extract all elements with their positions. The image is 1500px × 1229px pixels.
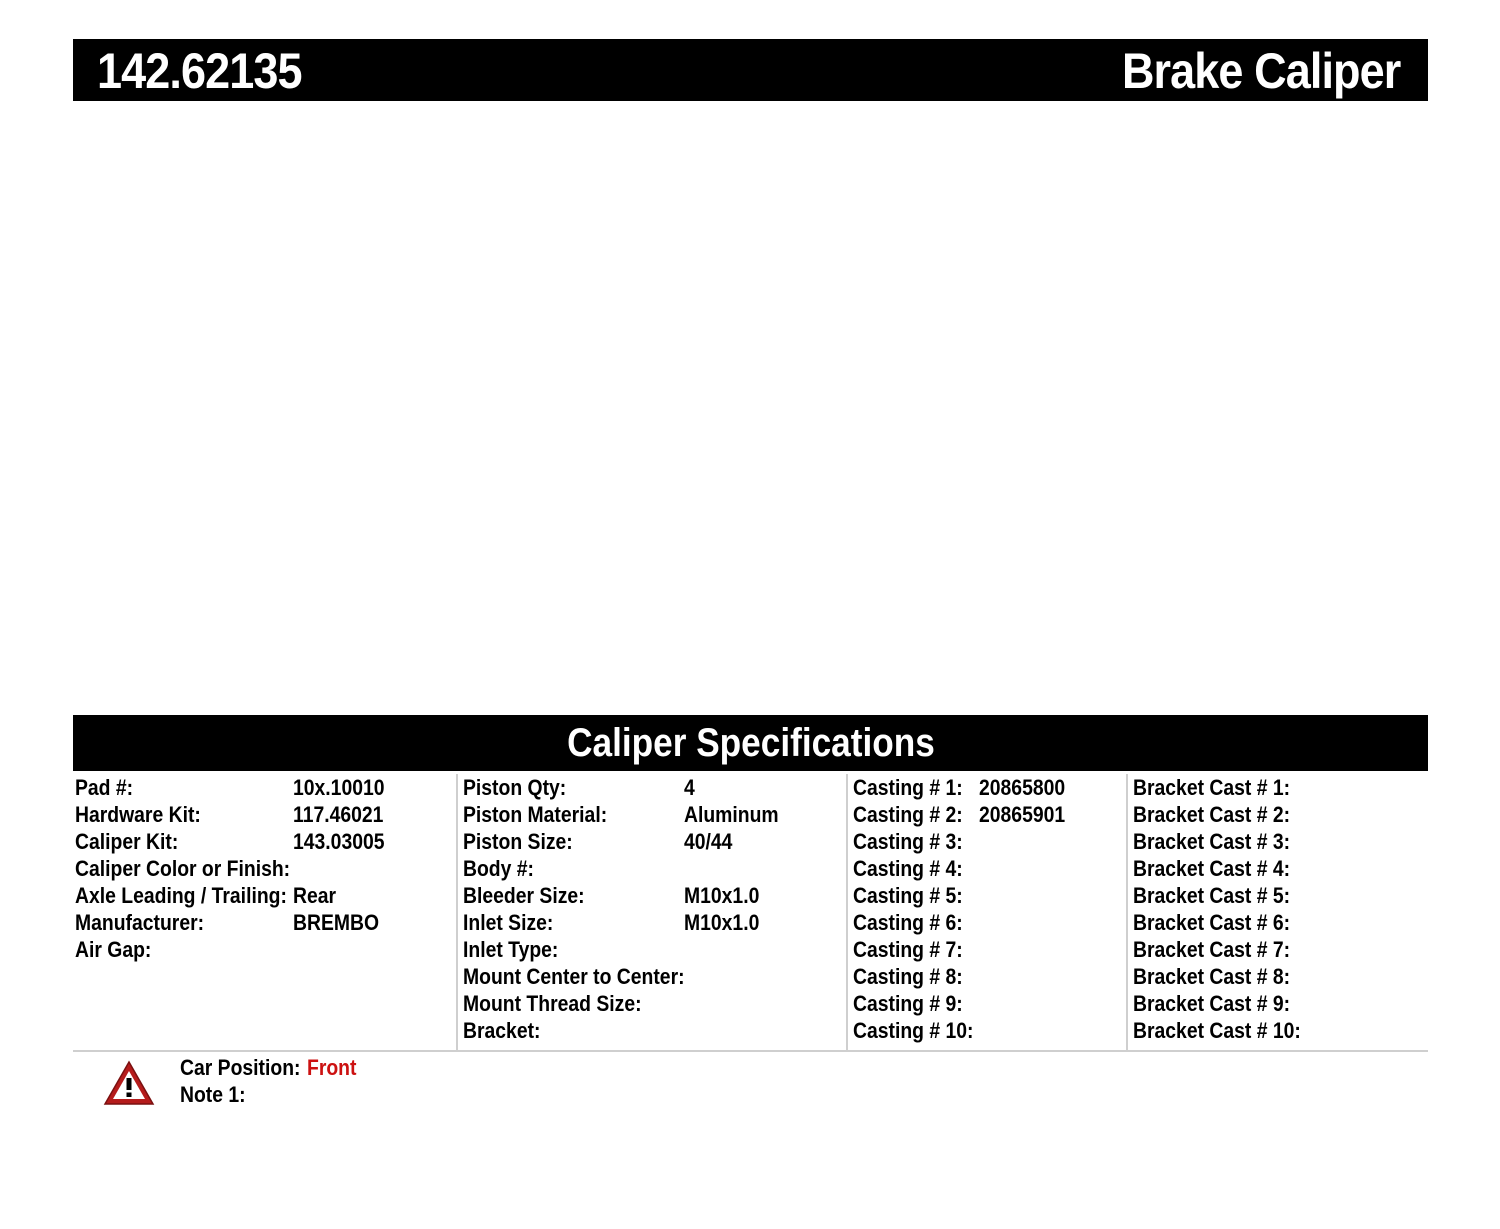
notes-section bbox=[73, 1052, 1428, 1122]
spec-label: Piston Material: bbox=[463, 802, 608, 827]
spec-label: Bracket Cast # 1: bbox=[1133, 775, 1291, 800]
part-number: 142.62135 bbox=[97, 43, 302, 99]
spec-value: M10x1.0 bbox=[684, 883, 760, 908]
spec-label: Hardware Kit: bbox=[75, 802, 201, 827]
spec-label: Bracket Cast # 3: bbox=[1133, 829, 1291, 854]
spec-label: Inlet Size: bbox=[463, 910, 554, 935]
note-1-label: Note 1: bbox=[180, 1082, 246, 1107]
spec-value: 10x.10010 bbox=[293, 775, 385, 800]
spec-label: Casting # 9: bbox=[853, 991, 963, 1016]
spec-column-piston bbox=[456, 774, 846, 1050]
spec-label: Mount Thread Size: bbox=[463, 991, 642, 1016]
spec-label: Mount Center to Center: bbox=[463, 964, 685, 989]
spec-label: Casting # 6: bbox=[853, 910, 963, 935]
specifications-header bbox=[73, 715, 1428, 771]
spec-label: Casting # 3: bbox=[853, 829, 963, 854]
spec-label: Axle Leading / Trailing: bbox=[75, 883, 287, 908]
spec-label: Casting # 8: bbox=[853, 964, 963, 989]
spec-label: Bracket Cast # 9: bbox=[1133, 991, 1291, 1016]
car-position-label: Car Position: bbox=[180, 1055, 301, 1080]
spec-label: Piston Size: bbox=[463, 829, 573, 854]
car-position-value: Front bbox=[307, 1055, 357, 1080]
spec-value: M10x1.0 bbox=[684, 910, 760, 935]
specifications-title: Caliper Specifications bbox=[566, 721, 935, 765]
spec-column-casting bbox=[846, 774, 1126, 1050]
spec-value: 20865901 bbox=[979, 802, 1066, 827]
spec-value: 20865800 bbox=[979, 775, 1066, 800]
spec-label: Manufacturer: bbox=[75, 910, 205, 935]
spec-label: Bracket Cast # 5: bbox=[1133, 883, 1291, 908]
spec-label: Caliper Color or Finish: bbox=[75, 856, 291, 881]
spec-label: Caliper Kit: bbox=[75, 829, 179, 854]
spec-value: Rear bbox=[293, 883, 337, 908]
spec-label: Body #: bbox=[463, 856, 535, 881]
title-bar bbox=[73, 39, 1428, 101]
spec-label: Casting # 2: bbox=[853, 802, 963, 827]
spec-label: Bracket Cast # 4: bbox=[1133, 856, 1291, 881]
spec-label: Bracket Cast # 6: bbox=[1133, 910, 1291, 935]
spec-column-general bbox=[73, 774, 456, 1050]
spec-label: Bracket Cast # 2: bbox=[1133, 802, 1291, 827]
spec-label: Piston Qty: bbox=[463, 775, 567, 800]
spec-value: Aluminum bbox=[684, 802, 779, 827]
spec-label: Inlet Type: bbox=[463, 937, 559, 962]
product-type: Brake Caliper bbox=[1121, 43, 1400, 99]
spec-label: Bracket Cast # 7: bbox=[1133, 937, 1291, 962]
specifications-table bbox=[73, 774, 1428, 1052]
spec-value: BREMBO bbox=[293, 910, 380, 935]
spec-value: 4 bbox=[684, 775, 695, 800]
warning-triangle-icon bbox=[103, 1060, 155, 1106]
spec-label: Pad #: bbox=[75, 775, 134, 800]
spec-column-bracket-cast bbox=[1126, 774, 1430, 1050]
spec-label: Air Gap: bbox=[75, 937, 152, 962]
spec-label: Bracket Cast # 10: bbox=[1133, 1018, 1301, 1043]
spec-value: 117.46021 bbox=[293, 802, 384, 827]
spec-label: Casting # 7: bbox=[853, 937, 963, 962]
spec-value: 143.03005 bbox=[293, 829, 385, 854]
spec-label: Casting # 10: bbox=[853, 1018, 974, 1043]
spec-label: Casting # 5: bbox=[853, 883, 963, 908]
spec-label: Casting # 1: bbox=[853, 775, 963, 800]
spec-value: 40/44 bbox=[684, 829, 733, 854]
spec-label: Bracket: bbox=[463, 1018, 541, 1043]
spec-label: Bracket Cast # 8: bbox=[1133, 964, 1291, 989]
spec-label: Casting # 4: bbox=[853, 856, 963, 881]
product-image-area bbox=[73, 101, 1428, 713]
spec-label: Bleeder Size: bbox=[463, 883, 585, 908]
